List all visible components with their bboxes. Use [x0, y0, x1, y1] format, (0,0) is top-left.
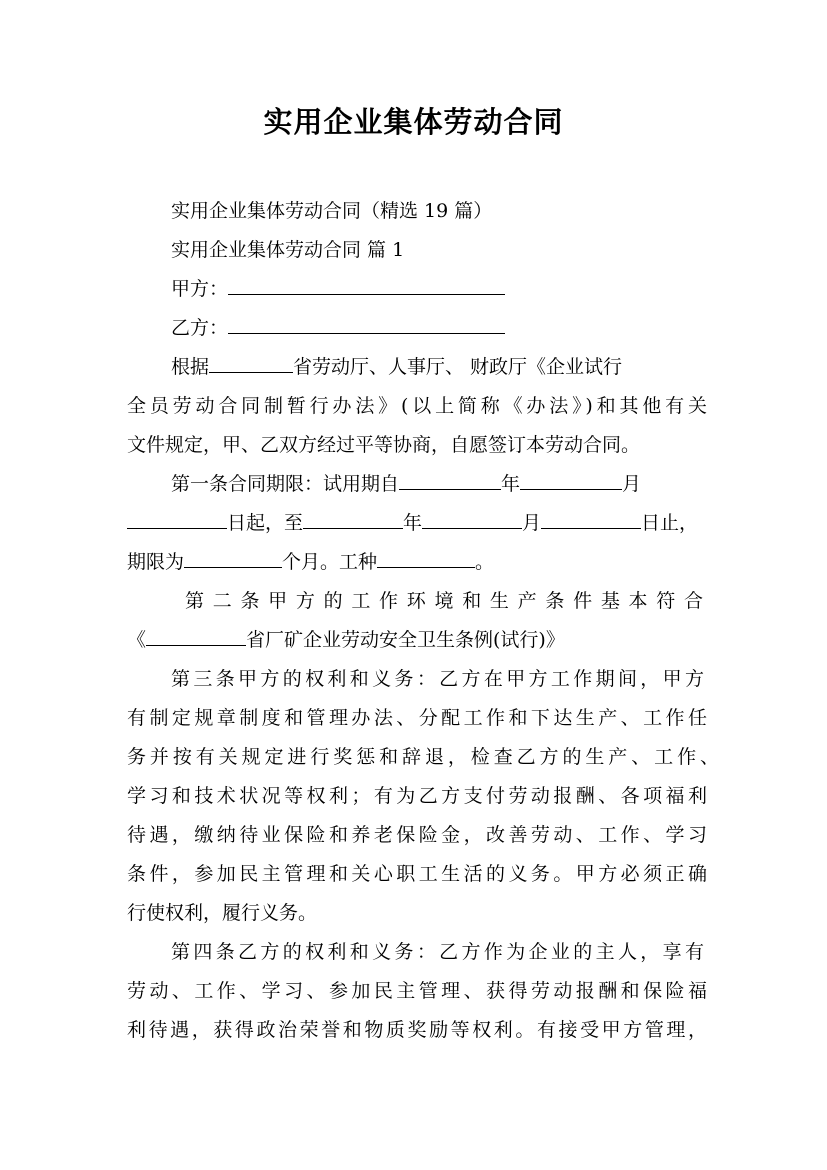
province-blank	[146, 627, 246, 646]
text-span: 日起，至	[227, 512, 304, 534]
text-span: 期限为	[127, 551, 185, 573]
text-span: 月	[622, 473, 642, 495]
party-b-line	[171, 315, 711, 341]
article-1-line	[171, 471, 711, 497]
job-type-blank	[377, 549, 475, 568]
text-span: 年	[501, 473, 521, 495]
article-4-line: 第四条乙方的权利和义务：乙方作为企业的主人，享有	[171, 941, 704, 963]
text-span: 《	[127, 629, 147, 651]
text-span: 年	[403, 512, 423, 534]
month-blank	[422, 510, 522, 529]
article-3-line: 行使权利，履行义务。	[127, 902, 318, 924]
text-span: 根据	[171, 356, 210, 378]
day-blank	[127, 510, 227, 529]
document-title: 实用企业集体劳动合同	[263, 105, 564, 139]
months-blank	[184, 549, 282, 568]
article-3-line: 学习和技术状况等权利；有为乙方支付劳动报酬、各项福利	[127, 785, 707, 807]
article-4-line: 劳动、工作、学习、参加民主管理、获得劳动报酬和保险福	[127, 980, 707, 1002]
article-3-line: 第三条甲方的权利和义务：乙方在甲方工作期间，甲方	[171, 668, 704, 690]
day-blank	[541, 510, 641, 529]
text-span: 省厂矿企业劳动安全卫生条例(试行)》	[246, 629, 565, 651]
year-blank	[303, 510, 403, 529]
paragraph-line: 文件规定，甲、乙双方经过平等协商，自愿签订本劳动合同。	[127, 434, 641, 456]
month-blank	[520, 471, 622, 490]
text-span: 月	[522, 512, 542, 534]
article-3-line: 务并按有关规定进行奖惩和辞退，检查乙方的生产、工作、	[127, 746, 719, 768]
article-1-line	[127, 549, 707, 575]
text-span: 。	[475, 551, 495, 573]
text-span: 省劳动厅、人事厅、 财政厅《企业试行	[293, 356, 623, 378]
article-3-line: 待遇，缴纳待业保险和养老保险金，改善劳动、工作、学习	[127, 824, 707, 846]
subtitle-line: 实用企业集体劳动合同（精选 19 篇）	[171, 200, 493, 222]
party-a-blank	[228, 276, 505, 295]
article-3-line: 条件，参加民主管理和关心职工生活的义务。甲方必须正确	[127, 863, 707, 885]
party-a-line	[171, 276, 711, 302]
article-4-line: 利待遇，获得政治荣誉和物质奖励等权利。有接受甲方管理，	[127, 1019, 707, 1041]
party-b-blank	[228, 315, 505, 334]
party-a-label: 甲方：	[171, 278, 229, 300]
paragraph-line: 全员劳动合同制暂行办法》(以上简称《办法》)和其他有关	[127, 395, 707, 417]
section-heading: 实用企业集体劳动合同 篇 1	[171, 239, 405, 261]
province-blank	[209, 354, 293, 373]
text-span: 日止，	[641, 512, 699, 534]
year-blank	[399, 471, 501, 490]
article-1-line	[127, 510, 707, 536]
paragraph-line	[171, 354, 711, 380]
text-span: 个月。工种	[282, 551, 378, 573]
article-2-line	[127, 627, 707, 653]
article-3-line: 有制定规章制度和管理办法、分配工作和下达生产、工作任	[127, 707, 707, 729]
text-span: 第一条合同期限：试用期自	[171, 473, 400, 495]
article-2-line: 第二条甲方的工作环境和生产条件基本符合	[185, 590, 703, 612]
party-b-label: 乙方：	[171, 317, 229, 339]
